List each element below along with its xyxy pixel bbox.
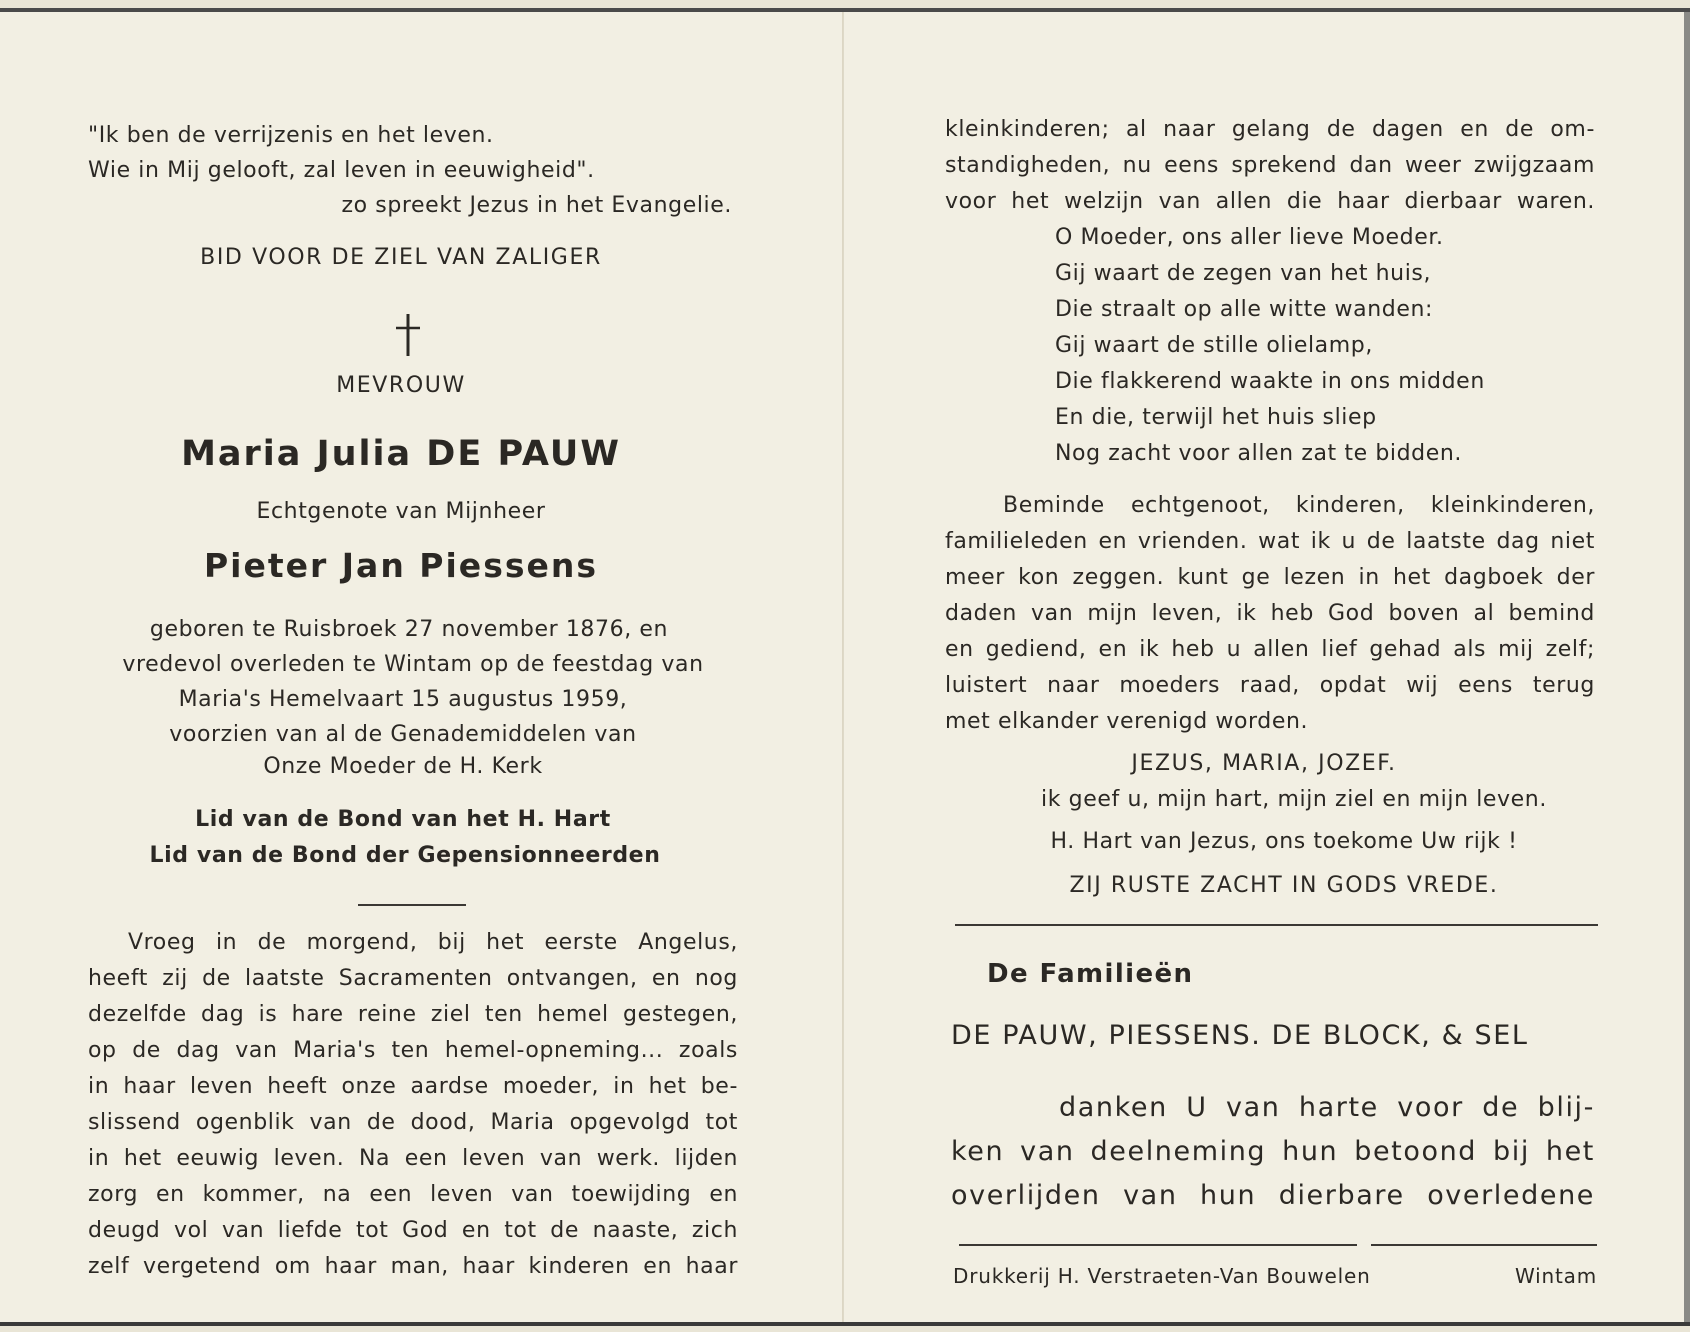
- poem-line: Nog zacht voor allen zat te bidden.: [1055, 441, 1462, 466]
- bio-line: vredevol overleden te Wintam op de feestdag van: [122, 652, 704, 677]
- body-line: voor het welzijn van allen die haar dierbaar waren.: [945, 189, 1595, 214]
- thanks-line: overlijden van hun dierbare overledene: [951, 1180, 1595, 1211]
- poem-line: Gij waart de stille olielamp,: [1055, 333, 1373, 358]
- membership-line: Lid van de Bond van het H. Hart: [195, 807, 611, 832]
- spouse-name: Pieter Jan Piessens: [203, 546, 598, 585]
- memorial-card: [0, 8, 1690, 1326]
- body-line: slissend ogenblik van de dood, Maria opgevolgd tot: [88, 1110, 738, 1135]
- farewell-line: familieleden en vrienden. wat ik u de laatste dag niet: [945, 529, 1595, 554]
- families-label: De Familieën: [987, 959, 1194, 989]
- farewell-line: luistert naar moeders raad, opdat wij eens terug: [945, 673, 1595, 698]
- families-names: DE PAUW, PIESSENS. DE BLOCK, & SEL: [951, 1020, 1529, 1051]
- title: MEVROUW: [336, 373, 466, 398]
- farewell-line: met elkander verenigd worden.: [945, 709, 1309, 734]
- body-line: op de dag van Maria's ten hemel-opneming... zoals: [88, 1038, 738, 1063]
- poem-line: O Moeder, ons aller lieve Moeder.: [1055, 225, 1444, 250]
- quote-line: "Ik ben de verrijzenis en het leven.: [88, 123, 494, 148]
- body-line: kleinkinderen; al naar gelang de dagen en de om-: [945, 117, 1595, 142]
- bio-line: Onze Moeder de H. Kerk: [263, 754, 543, 779]
- footer-rule: [1371, 1244, 1597, 1246]
- poem-line: En die, terwijl het huis sliep: [1055, 405, 1377, 430]
- thanks-line: ken van deelneming hun betoond bij het: [951, 1136, 1595, 1167]
- card-edge: [1684, 12, 1690, 1322]
- farewell-line: en gediend, en ik heb u allen lief gehad als mij zelf;: [945, 637, 1595, 662]
- deceased-name: Maria Julia DE PAUW: [181, 434, 621, 474]
- body-line: zelf vergetend om haar man, haar kinderen en haar: [88, 1254, 738, 1279]
- rest-line: ZIJ RUSTE ZACHT IN GODS VREDE.: [1069, 873, 1499, 898]
- membership-line: Lid van de Bond der Gepensionneerden: [149, 843, 661, 868]
- right-page: [945, 12, 1595, 1322]
- printer-town: Wintam: [1515, 1264, 1597, 1288]
- bio-line: voorzien van al de Genademiddelen van: [169, 722, 637, 747]
- bio-line: geboren te Ruisbroek 27 november 1876, en: [149, 617, 669, 642]
- sacred-heart-line: H. Hart van Jezus, ons toekome Uw rijk !: [1050, 829, 1518, 854]
- farewell-line: meer kon zeggen. kunt ge lezen in het dagboek der: [945, 565, 1595, 590]
- spouse-intro: Echtgenote van Mijnheer: [256, 499, 546, 524]
- quote-source: zo spreekt Jezus in het Evangelie.: [341, 193, 732, 218]
- cross-icon: [393, 312, 423, 358]
- section-divider: [358, 904, 466, 906]
- body-line: deugd vol van liefde tot God en tot de naaste, zich: [88, 1218, 738, 1243]
- farewell-line: daden van mijn leven, ik heb God boven al bemind: [945, 601, 1595, 626]
- poem-line: Gij waart de zegen van het huis,: [1055, 261, 1432, 286]
- poem-line: Die straalt op alle witte wanden:: [1055, 297, 1434, 322]
- quote-line: Wie in Mij gelooft, zal leven in eeuwigheid".: [88, 158, 595, 183]
- printer-name: Drukkerij H. Verstraeten-Van Bouwelen: [953, 1264, 1371, 1288]
- body-line: zorg en kommer, na een leven van toewijding en: [88, 1182, 738, 1207]
- offering-line: ik geef u, mijn hart, mijn ziel en mijn leven.: [1041, 787, 1547, 812]
- body-line: in haar leven heeft onze aardse moeder, in het be-: [88, 1074, 738, 1099]
- left-page: [88, 12, 738, 1322]
- body-line: in het eeuwig leven. Na een leven van werk. lijden: [88, 1146, 738, 1171]
- section-divider: [955, 924, 1598, 926]
- fold-line: [842, 12, 844, 1322]
- invocation: JEZUS, MARIA, JOZEF.: [1131, 751, 1397, 776]
- footer-rule: [959, 1244, 1357, 1246]
- thanks-line: danken U van harte voor de blij-: [1059, 1092, 1595, 1123]
- body-line: heeft zij de laatste Sacramenten ontvangen, en nog: [88, 966, 738, 991]
- body-line: standigheden, nu eens sprekend dan weer zwijgzaam: [945, 153, 1595, 178]
- farewell-line: Beminde echtgenoot, kinderen, kleinkinderen,: [1003, 493, 1595, 518]
- poem-line: Die flakkerend waakte in ons midden: [1055, 369, 1485, 394]
- body-line: dezelfde dag is hare reine ziel ten hemel gestegen,: [88, 1002, 738, 1027]
- prayer-heading: BID VOOR DE ZIEL VAN ZALIGER: [200, 245, 602, 270]
- body-line: Vroeg in de morgend, bij het eerste Angelus,: [128, 930, 738, 955]
- bio-line: Maria's Hemelvaart 15 augustus 1959,: [178, 687, 628, 712]
